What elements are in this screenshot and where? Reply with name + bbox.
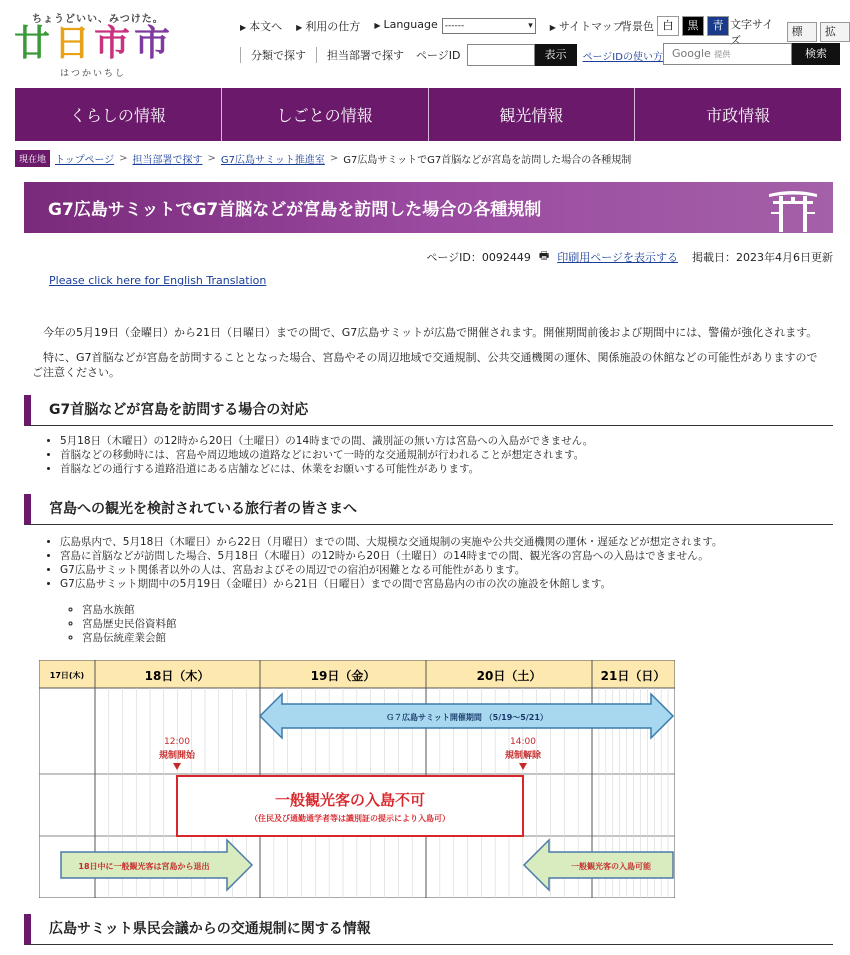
page-id-input[interactable] (467, 44, 535, 66)
start-time: 12:00 (164, 737, 190, 747)
breadcrumb-current: G7広島サミットでG7首脳などが宮島を訪問した場合の各種規制 (343, 155, 632, 166)
list-item: • 首脳などの通行する道路沿道にある店舗などには、休業をお願いする可能性があります。 (60, 462, 593, 476)
start-label: 規制開始 (158, 751, 196, 761)
language-select[interactable]: ------ ▾ (442, 18, 536, 34)
end-label: 規制解除 (504, 751, 542, 761)
current-location-badge: 現在地 (15, 150, 50, 167)
list-item: • 首脳などの移動時には、宮島や周辺地域の道路などにおいて一時的な交通規制が行われることが想定されます。 (60, 448, 593, 462)
language-selector[interactable]: ▶ Language ------ ▾ (374, 18, 535, 34)
how-to-use-link[interactable]: ▶ 利用の仕方 (296, 20, 361, 33)
intro-paragraph-2: 特に、G7首脳などが宮島を訪問することとなった場合、宮島やその周辺地域で交通規制、公共交通機関の運休、関係施設の休館などの可能性がありますのでご注意ください。 (32, 351, 818, 379)
background-color-switcher (621, 16, 729, 36)
nav-item-work[interactable]: しごとの情報 (222, 88, 429, 141)
breadcrumb-department[interactable]: 担当部署で探す (132, 155, 203, 166)
chevron-down-icon: ▾ (528, 21, 533, 31)
search-button[interactable]: 検索 (792, 43, 840, 65)
page-id: ページID：0092449 (426, 250, 531, 264)
posted-date: 掲載日：2023年4月6日更新 (692, 250, 833, 264)
skip-to-content-link[interactable]: ▶ 本文へ (240, 20, 283, 33)
search-by-department-link[interactable]: 担当部署で探す (316, 47, 414, 63)
list-item: • 宮島に首脳などが訪問した場合、5月18日（木曜日）の12時から20日（土曜日）の14時までの間、観光客の宮島への入島はできません。 (60, 549, 722, 563)
page-title-banner (24, 182, 833, 233)
search-input[interactable]: Google 提供 (663, 43, 792, 65)
bg-black-button[interactable]: 黒 (682, 16, 704, 36)
triangle-icon: ▶ (296, 23, 303, 32)
bg-blue-button[interactable]: 青 (707, 16, 729, 36)
day-header-18: 18日（木） (144, 669, 210, 683)
restriction-schedule-diagram (39, 660, 675, 898)
exit-note: 18日中に一般観光客は宮島から退出 (78, 862, 210, 871)
list-item: • 5月18日（木曜日）の12時から20日（土曜日）の14時までの間、識別証の無い方は宮島への入島ができません。 (60, 434, 593, 448)
triangle-icon: ▶ (240, 23, 247, 32)
page-title: G7広島サミットでG7首脳などが宮島を訪問した場合の各種規制 (48, 200, 542, 220)
triangle-icon: ▶ (374, 21, 381, 30)
bg-color-label: 背景色 (621, 20, 654, 33)
list-item: • G7広島サミット期間中の5月19日（金曜日）から21日（日曜日）までの間で宮島島内の市の次の施設を休館します。 (60, 577, 722, 591)
english-translation-link[interactable]: Please click here for English Translation (49, 274, 267, 287)
global-nav (15, 88, 841, 141)
list-item: • 広島県内で、5月18日（木曜日）から22日（月曜日）までの間、大規模な交通規制の実施や公共交通機関の運休・遅延などが想定されます。 (60, 535, 722, 549)
font-size-label: 文字サイズ (730, 18, 774, 47)
list-item: ◦ 宮島水族館 (82, 603, 177, 617)
response-list (44, 434, 593, 476)
closed-note: （住民及び通勤通学者等は識別証の提示により入島可） (250, 814, 450, 823)
utility-links (240, 18, 624, 34)
page-id-show-button[interactable]: 表示 (535, 44, 577, 66)
sitemap-link[interactable]: ▶ サイトマップ (549, 20, 624, 33)
section-heading-travelers: 宮島への観光を検討されている旅行者の皆さまへ (24, 494, 833, 525)
chevron-right-icon: > (207, 153, 216, 164)
list-item: ◦ 宮島伝統産業会館 (82, 631, 177, 645)
travelers-list (44, 535, 722, 591)
list-item: ◦ 宮島歴史民俗資料館 (82, 617, 177, 631)
day-header-21: 21日（日） (600, 669, 666, 683)
search-row (240, 42, 663, 68)
day-header-19: 19日（金） (310, 669, 376, 683)
chevron-right-icon: > (119, 153, 128, 164)
logo-text: 廿日市市 (14, 23, 175, 64)
breadcrumb-office[interactable]: G7広島サミット推進室 (220, 155, 325, 166)
page-meta (426, 247, 833, 266)
open-note: 一般観光客の入島可能 (571, 862, 651, 871)
print-page-link[interactable]: 印刷用ページを表示する (557, 250, 678, 264)
summit-period-label: Ｇ７広島サミット開催期間 （5/19～5/21） (386, 713, 548, 722)
section-heading-response: G7首脳などが宮島を訪問する場合の対応 (24, 395, 833, 426)
triangle-icon: ▶ (549, 23, 556, 32)
bg-white-button[interactable]: 白 (657, 16, 679, 36)
day-header-17: 17日(木) (49, 671, 85, 680)
nav-item-tourism[interactable]: 観光情報 (429, 88, 636, 141)
font-standard-button[interactable]: 標 (787, 22, 817, 42)
torii-gate-icon (767, 186, 819, 232)
font-large-button[interactable]: 拡 (820, 22, 850, 42)
breadcrumb-home[interactable]: トップページ (55, 155, 115, 166)
breadcrumb (15, 150, 631, 167)
intro-paragraph-1: 今年の5月19日（金曜日）から21日（日曜日）までの間で、G7広島サミットが広島で開催されます。開催期間前後および期間中には、警備が強化されます。 (43, 326, 818, 339)
printer-icon: 🖶 (538, 249, 550, 262)
end-time: 14:00 (510, 737, 536, 747)
chevron-right-icon: > (329, 153, 339, 164)
google-search (663, 43, 840, 65)
closed-title: 一般観光客の入島不可 (274, 791, 426, 809)
day-header-20: 20日（土） (476, 669, 542, 683)
nav-item-living[interactable]: くらしの情報 (15, 88, 222, 141)
list-item: • G7広島サミット関係者以外の人は、宮島およびその周辺での宿泊が困難となる可能性があります。 (60, 563, 722, 577)
section-heading-traffic-info: 広島サミット県民会議からの交通規制に関する情報 (24, 914, 833, 945)
logo-reading: はつかいちし (60, 69, 127, 79)
site-logo[interactable] (14, 8, 199, 79)
nav-item-city-admin[interactable]: 市政情報 (706, 106, 771, 125)
page-id-label: ページID (416, 49, 461, 62)
closed-facilities-list (66, 603, 177, 645)
page-id-help-link[interactable]: ページIDの使い方 (582, 51, 663, 63)
logo-tagline: ちょうどいい、みつけた。 (32, 14, 164, 25)
search-by-category-link[interactable]: 分類で探す (240, 47, 316, 63)
